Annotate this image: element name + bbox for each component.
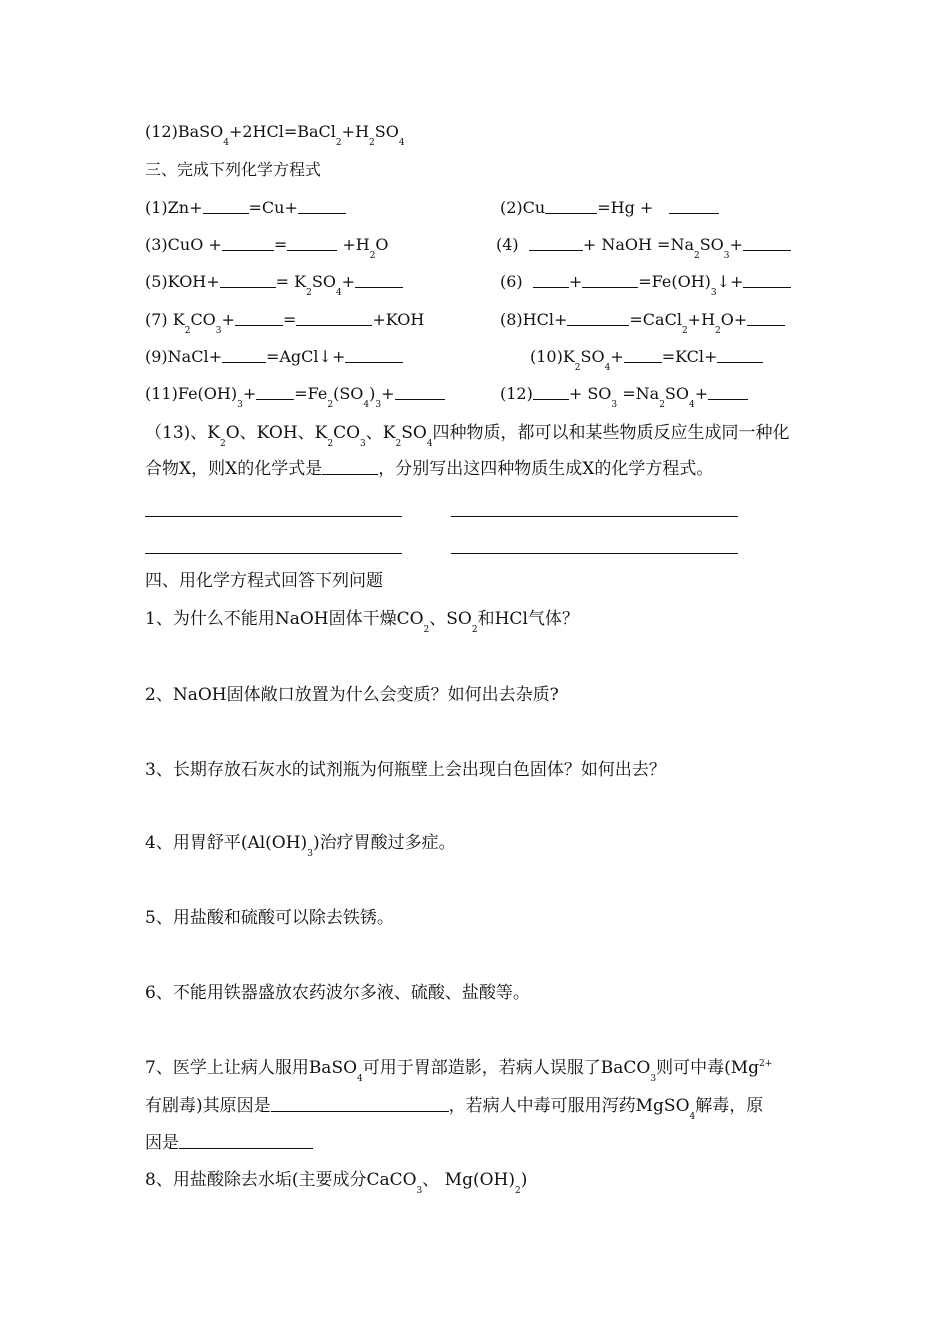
equation-4: (4) + NaOH $=Na_2SO_3+$: [496, 235, 791, 256]
equation-5: $(5)KOH+ = K_2SO_4+$: [145, 272, 403, 293]
question-4: 4、用胃舒平$(Al(OH)_3)$治疗胃酸过多症。: [145, 833, 456, 859]
question-5: 5、用盐酸和硫酸可以除去铁锈。: [145, 908, 394, 928]
blank[interactable]: [222, 236, 274, 251]
equation-10: $(10)K_2SO_4+ =KCl+$: [530, 347, 763, 368]
blank[interactable]: [220, 273, 276, 288]
question-13-line1: （13)、$K_2O$、KOH、$K_2CO_3$、$K_2SO_4$四种物质，都可以和某些物质反应生成同一种化: [145, 423, 790, 449]
section-heading-4: 四、用化学方程式回答下列问题: [145, 571, 383, 591]
question-7-line2: 有剧毒)其原因是 ，若病人中毒可服用泻药MgSO$_4$解毒，原: [145, 1096, 764, 1122]
blank[interactable]: [355, 273, 403, 288]
question-13-line2: 合物X，则X的化学式是 ，分别写出这四种物质生成X的化学方程式。: [145, 459, 714, 479]
blank[interactable]: [222, 348, 266, 363]
equation-12-prev: $(12)BaSO_4+2HCl=BaCl_2+H_2SO_4$: [145, 122, 405, 148]
question-6: 6、不能用铁器盛放农药波尔多液、硫酸、盐酸等。: [145, 983, 530, 1003]
blank[interactable]: [533, 273, 569, 288]
blank[interactable]: [322, 460, 378, 475]
blank[interactable]: [529, 236, 583, 251]
blank[interactable]: [567, 311, 629, 326]
section-heading-3: 三、完成下列化学方程式: [145, 160, 322, 179]
equation-7: (7) $K_2CO_3+ = +KOH$: [145, 310, 425, 336]
blank[interactable]: [179, 1134, 313, 1149]
equation-9: (9)NaCl+ =AgCl↓+: [145, 347, 403, 367]
answer-line[interactable]: [145, 516, 402, 517]
blank[interactable]: [235, 311, 283, 326]
blank[interactable]: [708, 385, 748, 400]
blank[interactable]: [256, 385, 294, 400]
question-7-line1: 7、医学上让病人服用BaSO$_4$可用于胃部造影，若病人误服了BaCO$_3$则可中毒($Mg^{2+}$: [145, 1058, 773, 1084]
blank[interactable]: [296, 311, 372, 326]
question-3: 3、长期存放石灰水的试剂瓶为何瓶壁上会出现白色固体？如何出去？: [145, 760, 666, 780]
blank[interactable]: [345, 348, 403, 363]
equation-3: (3)CuO + = $+H_2O$: [145, 235, 389, 261]
blank[interactable]: [717, 348, 763, 363]
blank[interactable]: [743, 236, 791, 251]
blank[interactable]: [624, 348, 662, 363]
answer-line[interactable]: [451, 516, 738, 517]
answer-line[interactable]: [145, 553, 402, 554]
equation-1: (1)Zn+ =Cu+: [145, 198, 346, 218]
answer-line[interactable]: [451, 553, 738, 554]
question-8: 8、用盐酸除去水垢(主要成分CaCO$_3$、 $Mg(OH)_2$): [145, 1170, 528, 1196]
equation-8: $(8)HCl+ =CaCl_2+H_2O+$: [500, 310, 785, 331]
blank[interactable]: [582, 273, 638, 288]
blank[interactable]: [271, 1097, 449, 1112]
blank[interactable]: [545, 199, 597, 214]
question-1: 1、为什么不能用NaOH固体干燥$CO_2$、$SO_2$和HCl气体？: [145, 609, 579, 635]
equation-12: $(12) + SO_3 =Na_2SO_4+$: [500, 384, 748, 405]
blank[interactable]: [203, 199, 249, 214]
question-2: 2、NaOH固体敞口放置为什么会变质？如何出去杂质?: [145, 685, 559, 705]
blank[interactable]: [747, 311, 785, 326]
question-7-line3: 因是: [145, 1133, 313, 1153]
blank[interactable]: [669, 199, 719, 214]
blank[interactable]: [395, 385, 445, 400]
blank[interactable]: [743, 273, 791, 288]
equation-2: (2)Cu =Hg +: [500, 198, 719, 218]
blank[interactable]: [533, 385, 569, 400]
blank[interactable]: [298, 199, 346, 214]
equation-6: $(6) + =Fe(OH)_3↓+$: [500, 272, 791, 293]
blank[interactable]: [287, 236, 337, 251]
equation-11: $(11)Fe(OH)_3+ =Fe_2(SO_4)_3+$: [145, 384, 445, 405]
